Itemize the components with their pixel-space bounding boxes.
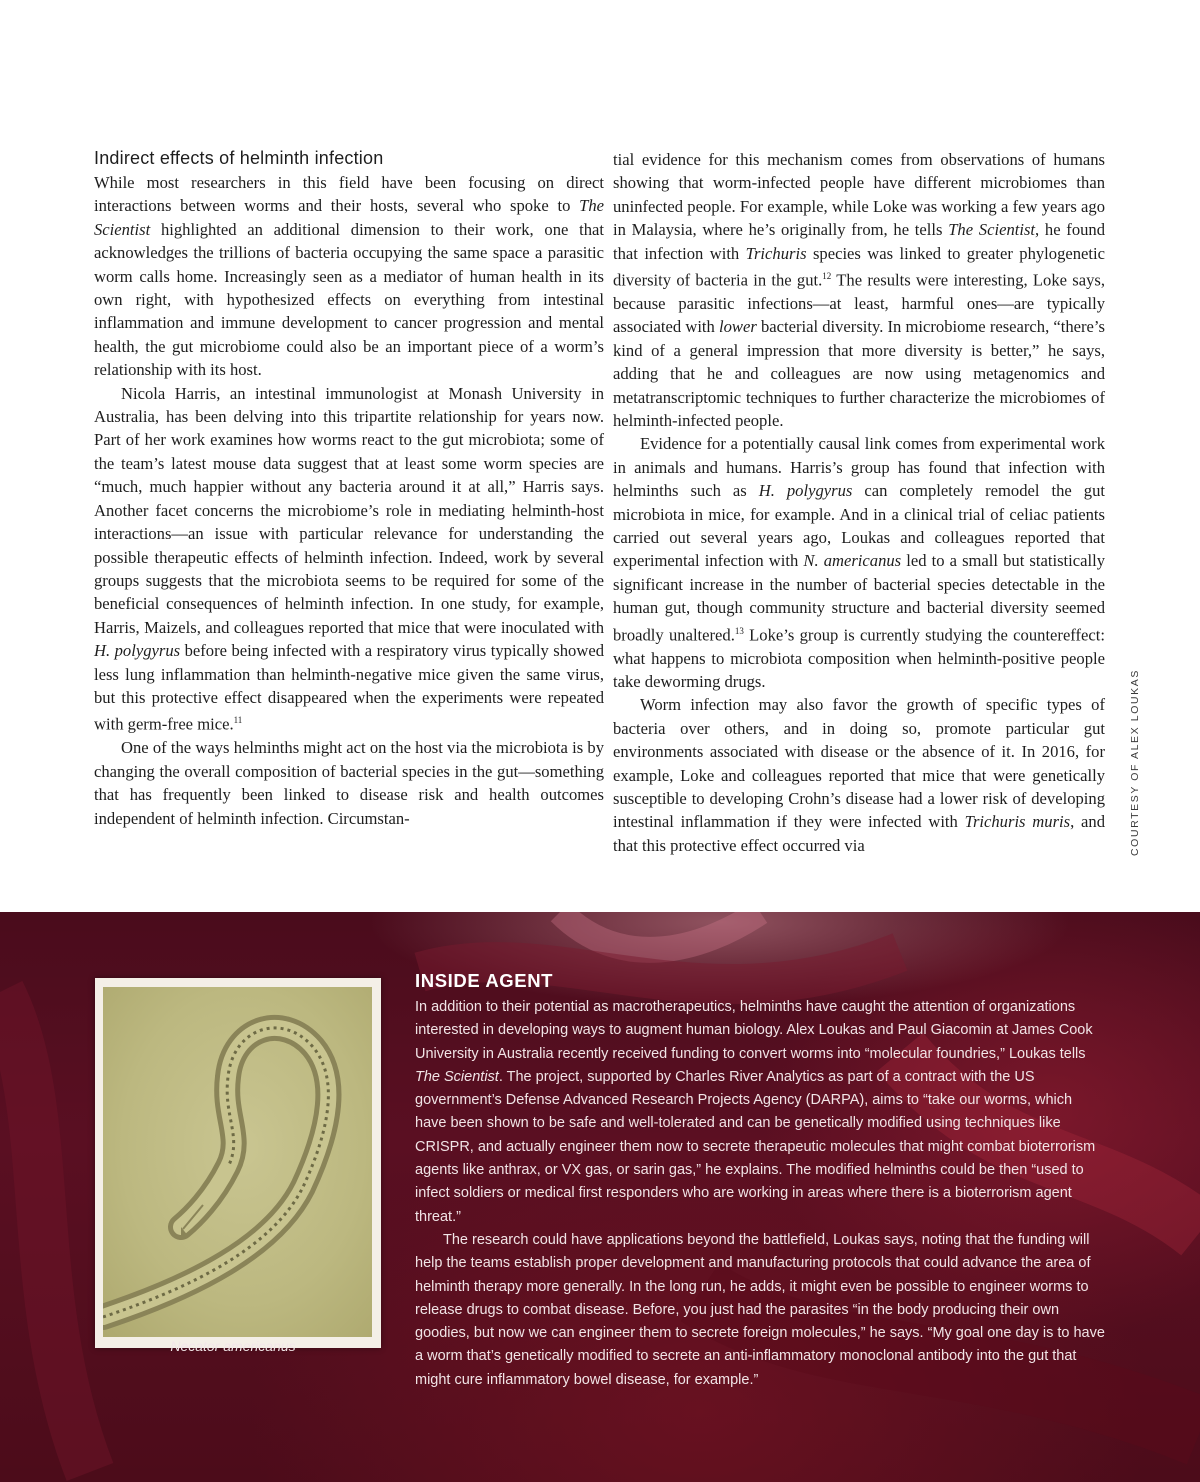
text: led to a small but statistically significant increase in the number of bacterial species detectable in the human gut, though community structure and bacterial diversity seemed broadly unaltered. bbox=[613, 551, 1106, 645]
text: Evidence for a potentially causal link comes from experimental work in animals and humans. Harris’s group has found that infection with helminths such as bbox=[613, 434, 1105, 501]
reference-number: 12 bbox=[822, 271, 832, 282]
sidebar-title: INSIDE AGENT bbox=[415, 970, 554, 991]
text: , he found that infection with bbox=[613, 220, 1106, 263]
reference-number: 11 bbox=[233, 715, 243, 726]
paragraph bbox=[94, 736, 604, 830]
paragraph bbox=[94, 171, 604, 382]
text: In addition to their potential as macrotherapeutics, helminths have caught the attention of organizations interested in developing ways to augment human biology. Alex Loukas and Paul Giacomin at James Cook University in Australia recently received funding to convert worms into “molecular foundries,” Loukas tells bbox=[415, 999, 1093, 1062]
italic-text: N. americanus bbox=[803, 551, 902, 571]
text: The research could have applications beyond the battlefield, Loukas says, noting that the funding will help the teams establish proper development and manufacturing protocols that could advance the area of helminth therapy more generally. In the long run, he adds, it might even be possible to engineer worms to release drugs to combat disease. Before, you just had the parasites “in the body producing their own goodies, but now we can engineer them to secrete foreign molecules,” he says. “My goal one day is to have a worm that’s genetically modified to secrete an anti-inflammatory monoclonal antibody into the gut that might cure inflammatory bowel disease, for example.” bbox=[415, 1231, 1105, 1388]
italic-text: Trichuris muris bbox=[964, 812, 1071, 832]
italic-text: H. polygyrus bbox=[94, 641, 181, 661]
photo-credit: COURTESY OF ALEX LOUKAS bbox=[1129, 669, 1141, 856]
text: One of the ways helminths might act on the host via the microbiota is by changing the overall composition of bacterial species in the gut—something that has frequently been linked to disease risk and health outcomes independent of helminth infection. Circumstan- bbox=[94, 738, 604, 828]
nematode-micrograph bbox=[103, 987, 372, 1337]
paragraph bbox=[415, 996, 1105, 1229]
paragraph bbox=[613, 148, 1105, 432]
photo-caption: Necator americanus bbox=[170, 1338, 296, 1354]
paragraph bbox=[415, 1229, 1105, 1392]
text: bacterial diversity. In microbiome research, “there’s kind of a general impression that more diversity is better,” he says, adding that he and colleagues are now using metagenomics and metatranscriptomic techniques to further characterize the microbiomes of helminth-infected people. bbox=[613, 317, 1105, 430]
italic-text: The Scientist bbox=[415, 1068, 499, 1085]
text: . The project, supported by Charles River Analytics as part of a contract with the US government’s Defense Advanced Research Projects Agency (DARPA), aims to “take our worms, which have been shown to be safe and well-tolerated and can be genetically modified using techniques like CRISPR, and actually engineer them now to secrete therapeutic molecules that might combat bioterrorism agents like anthrax, or VX gas, or sarin gas,” he explains. The modified helminths could be then “used to infect soldiers or medical first responders who are working in areas where there is a bioterrorism agent threat.” bbox=[415, 1068, 1096, 1225]
paragraph bbox=[613, 432, 1105, 693]
text: Nicola Harris, an intestinal immunologist at Monash University in Australia, has been delving into this tripartite relationship for years now. Part of her work examines how worms react to the gut microbiota; some of the team’s latest mouse data suggest that at least some worm species are “much, much happier without any bacteria around it at all,” Harris says. Another facet concerns the microbiome’s role in mediating helminth-host interactions—an issue with particular relevance for understanding the possible therapeutic effects of helminth infection. Indeed, work by several groups suggests that the microbiota seems to be required for some of the beneficial consequences of helminth infection. In one study, for example, Harris, Maizels, and colleagues reported that mice that were inoculated with bbox=[94, 383, 604, 637]
reference-number: 13 bbox=[734, 625, 744, 636]
sidebar-box bbox=[0, 912, 1200, 1482]
italic-text: The Scientist bbox=[948, 220, 1036, 240]
article-column-right bbox=[613, 148, 1105, 857]
text: Worm infection may also favor the growth of specific types of bacteria over others, and in doing so, promote particular gut environments associated with disease or the absence of it. In 2016, for example, Loke and colleagues reported that mice that were genetically susceptible to developing Crohn’s disease had a lower risk of developing intestinal inflammation if they were infected with bbox=[613, 695, 1105, 832]
text: highlighted an additional dimension to their work, one that acknowledges the trillions of bacteria occupying the same space a parasitic worm calls home. Increasingly seen as a mediator of human health in its own right, with hypothesized effects on everything from intestinal inflammation and immune development to cancer progression and mental health, the gut microbiome could also be an important piece of a worm’s relationship with its host. bbox=[94, 219, 604, 380]
italic-text: The Scientist bbox=[94, 196, 604, 239]
worm-illustration bbox=[103, 987, 372, 1337]
italic-text: H. polygyrus bbox=[758, 481, 853, 501]
italic-text: lower bbox=[719, 317, 757, 337]
text: Loke’s group is currently studying the countereffect: what happens to microbiota composition when helminth-positive people take deworming drugs. bbox=[613, 625, 1106, 691]
text: species was linked to greater phylogenetic diversity of bacteria in the gut. bbox=[613, 243, 1105, 290]
paragraph bbox=[613, 693, 1105, 857]
italic-text: Trichuris bbox=[745, 243, 807, 263]
section-heading: Indirect effects of helminth infection bbox=[94, 148, 384, 168]
text: While most researchers in this field have been focusing on direct interactions between worms and their hosts, several who spoke to bbox=[94, 173, 604, 216]
text: , and that this protective effect occurred via bbox=[613, 812, 1106, 855]
photo-frame bbox=[95, 978, 381, 1348]
text: tial evidence for this mechanism comes from observations of humans showing that worm-infected people have different microbiomes than uninfected people. For example, while Loke was working a few years ago in Malaysia, where he’s originally from, he tells bbox=[613, 150, 1105, 240]
paragraph bbox=[94, 382, 604, 737]
text: The results were interesting, Loke says, because parasitic infections—at least, harmful ones—are typically associated with bbox=[613, 270, 1106, 337]
text: can completely remodel the gut microbiota in mice, for example. And in a clinical trial of celiac patients carried out several years ago, Loukas and colleagues reported that experimental infection with bbox=[613, 481, 1105, 571]
sidebar-body bbox=[415, 996, 1105, 1392]
text: before being infected with a respiratory virus typically showed less lung inflammation than helminth-negative mice given the same virus, but this protective effect disappeared when the experiments were repeated with germ-free mice. bbox=[94, 641, 605, 734]
article-column-left bbox=[94, 146, 604, 830]
